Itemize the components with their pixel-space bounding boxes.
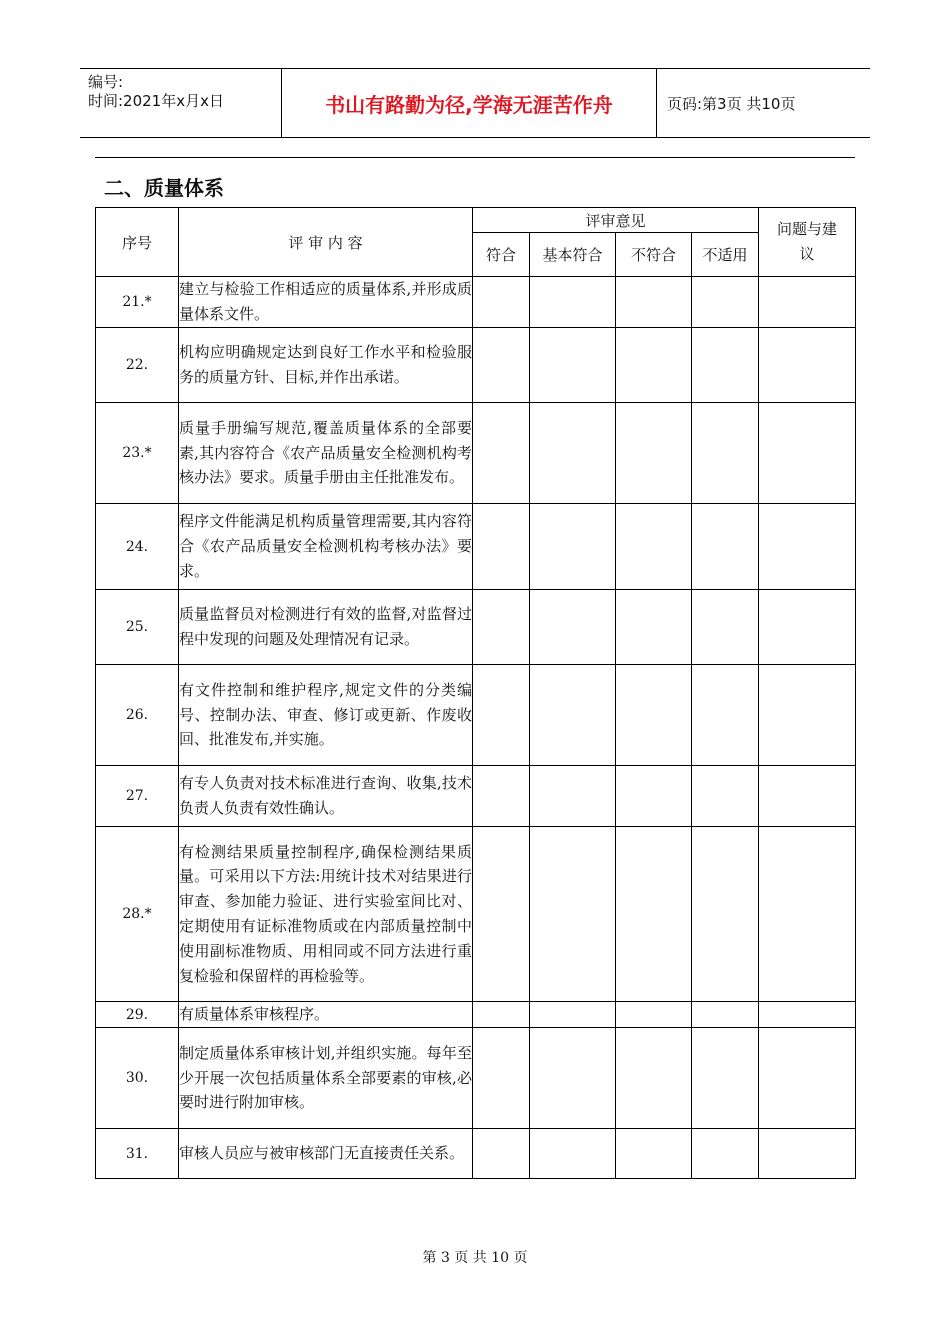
cell-basic-conform[interactable] — [530, 328, 616, 403]
cell-conform[interactable] — [473, 504, 530, 590]
cell-conform[interactable] — [473, 665, 530, 766]
page-header — [80, 68, 870, 138]
section-title: 二、质量体系 — [104, 176, 224, 200]
cell-conform[interactable] — [473, 403, 530, 504]
table-row — [96, 590, 856, 665]
cell-basic-conform[interactable] — [530, 665, 616, 766]
cell-nonconform[interactable] — [616, 403, 692, 504]
cell-suggestion[interactable] — [759, 277, 856, 328]
header-divider — [95, 157, 855, 158]
cell-basic-conform[interactable] — [530, 1129, 616, 1179]
cell-nonconform[interactable] — [616, 1129, 692, 1179]
header-slogan: 书山有路勤为径,学海无涯苦作舟 — [282, 69, 657, 137]
row-content: 有专人负责对技术标准进行查询、收集,技术负责人负责有效性确认。 — [179, 766, 473, 827]
cell-not-applicable[interactable] — [692, 1002, 759, 1028]
row-content: 程序文件能满足机构质量管理需要,其内容符合《农产品质量安全检测机构考核办法》要求。 — [179, 504, 473, 590]
document-number-label: 编号: — [88, 73, 124, 91]
cell-conform[interactable] — [473, 1129, 530, 1179]
row-content: 制定质量体系审核计划,并组织实施。每年至少开展一次包括质量体系全部要素的审核,必要时进行附加审核。 — [179, 1028, 473, 1129]
row-content: 建立与检验工作相适应的质量体系,并形成质量体系文件。 — [179, 277, 473, 328]
document-time-label: 时间:2021年x月x日 — [88, 92, 224, 110]
row-number: 21.* — [96, 277, 179, 328]
header-number: 序号 — [96, 208, 179, 277]
cell-nonconform[interactable] — [616, 665, 692, 766]
row-number: 24. — [96, 504, 179, 590]
cell-basic-conform[interactable] — [530, 766, 616, 827]
cell-suggestion[interactable] — [759, 766, 856, 827]
page-footer: 第 3 页 共 10 页 — [422, 1250, 528, 1266]
row-number: 26. — [96, 665, 179, 766]
cell-not-applicable[interactable] — [692, 504, 759, 590]
cell-suggestion[interactable] — [759, 665, 856, 766]
cell-basic-conform[interactable] — [530, 827, 616, 1002]
cell-nonconform[interactable] — [616, 277, 692, 328]
row-content: 有质量体系审核程序。 — [179, 1002, 473, 1028]
table-row — [96, 403, 856, 504]
cell-not-applicable[interactable] — [692, 665, 759, 766]
row-number: 31. — [96, 1129, 179, 1179]
cell-conform[interactable] — [473, 1002, 530, 1028]
row-content: 质量监督员对检测进行有效的监督,对监督过程中发现的问题及处理情况有记录。 — [179, 590, 473, 665]
cell-not-applicable[interactable] — [692, 827, 759, 1002]
header-content: 评 审 内 容 — [179, 208, 473, 277]
cell-basic-conform[interactable] — [530, 277, 616, 328]
table-row — [96, 1129, 856, 1179]
cell-suggestion[interactable] — [759, 827, 856, 1002]
cell-suggestion[interactable] — [759, 403, 856, 504]
cell-conform[interactable] — [473, 328, 530, 403]
table-row — [96, 827, 856, 1002]
header-meta — [80, 69, 282, 137]
cell-suggestion[interactable] — [759, 1002, 856, 1028]
cell-nonconform[interactable] — [616, 766, 692, 827]
row-number: 29. — [96, 1002, 179, 1028]
cell-conform[interactable] — [473, 1028, 530, 1129]
row-number: 28.* — [96, 827, 179, 1002]
row-content: 有文件控制和维护程序,规定文件的分类编号、控制办法、审查、修订或更新、作废收回、批准发布,并实施。 — [179, 665, 473, 766]
cell-conform[interactable] — [473, 590, 530, 665]
cell-not-applicable[interactable] — [692, 328, 759, 403]
review-table — [95, 207, 856, 1179]
table-row — [96, 328, 856, 403]
cell-nonconform[interactable] — [616, 328, 692, 403]
cell-not-applicable[interactable] — [692, 1028, 759, 1129]
cell-suggestion[interactable] — [759, 590, 856, 665]
cell-suggestion[interactable] — [759, 1028, 856, 1129]
row-number: 30. — [96, 1028, 179, 1129]
table-row — [96, 766, 856, 827]
cell-conform[interactable] — [473, 827, 530, 1002]
cell-basic-conform[interactable] — [530, 1002, 616, 1028]
table-row — [96, 504, 856, 590]
cell-basic-conform[interactable] — [530, 590, 616, 665]
cell-basic-conform[interactable] — [530, 1028, 616, 1129]
cell-basic-conform[interactable] — [530, 403, 616, 504]
row-content: 有检测结果质量控制程序,确保检测结果质量。可采用以下方法:用统计技术对结果进行审查、参加能力验证、进行实验室间比对、定期使用有证标准物质或在内部质量控制中使用副标准物质、用相同或不同方法进行重复检验和保留样的再检验等。 — [179, 827, 473, 1002]
header-suggestion: 问题与建议 — [759, 208, 856, 277]
table-row — [96, 277, 856, 328]
cell-suggestion[interactable] — [759, 504, 856, 590]
cell-nonconform[interactable] — [616, 1002, 692, 1028]
header-page-label: 页码:第3页 共10页 — [667, 94, 796, 113]
row-content: 机构应明确规定达到良好工作水平和检验服务的质量方针、目标,并作出承诺。 — [179, 328, 473, 403]
row-content: 审核人员应与被审核部门无直接责任关系。 — [179, 1129, 473, 1179]
cell-nonconform[interactable] — [616, 827, 692, 1002]
cell-conform[interactable] — [473, 277, 530, 328]
row-number: 27. — [96, 766, 179, 827]
cell-not-applicable[interactable] — [692, 590, 759, 665]
row-number: 23.* — [96, 403, 179, 504]
header-opinion: 评审意见 — [473, 208, 759, 233]
row-content: 质量手册编写规范,覆盖质量体系的全部要素,其内容符合《农产品质量安全检测机构考核办法》要求。质量手册由主任批准发布。 — [179, 403, 473, 504]
row-number: 25. — [96, 590, 179, 665]
cell-not-applicable[interactable] — [692, 1129, 759, 1179]
header-opinion-conform: 符合 — [473, 233, 530, 277]
table-row — [96, 1028, 856, 1129]
table-row — [96, 665, 856, 766]
cell-not-applicable[interactable] — [692, 766, 759, 827]
cell-conform[interactable] — [473, 766, 530, 827]
cell-not-applicable[interactable] — [692, 277, 759, 328]
cell-suggestion[interactable] — [759, 328, 856, 403]
cell-basic-conform[interactable] — [530, 504, 616, 590]
header-opinion-not-applicable: 不适用 — [692, 233, 759, 277]
cell-suggestion[interactable] — [759, 1129, 856, 1179]
header-opinion-basic-conform: 基本符合 — [530, 233, 616, 277]
cell-nonconform[interactable] — [616, 504, 692, 590]
cell-not-applicable[interactable] — [692, 403, 759, 504]
row-number: 22. — [96, 328, 179, 403]
table-row — [96, 1002, 856, 1028]
header-opinion-nonconform: 不符合 — [616, 233, 692, 277]
cell-nonconform[interactable] — [616, 590, 692, 665]
cell-nonconform[interactable] — [616, 1028, 692, 1129]
